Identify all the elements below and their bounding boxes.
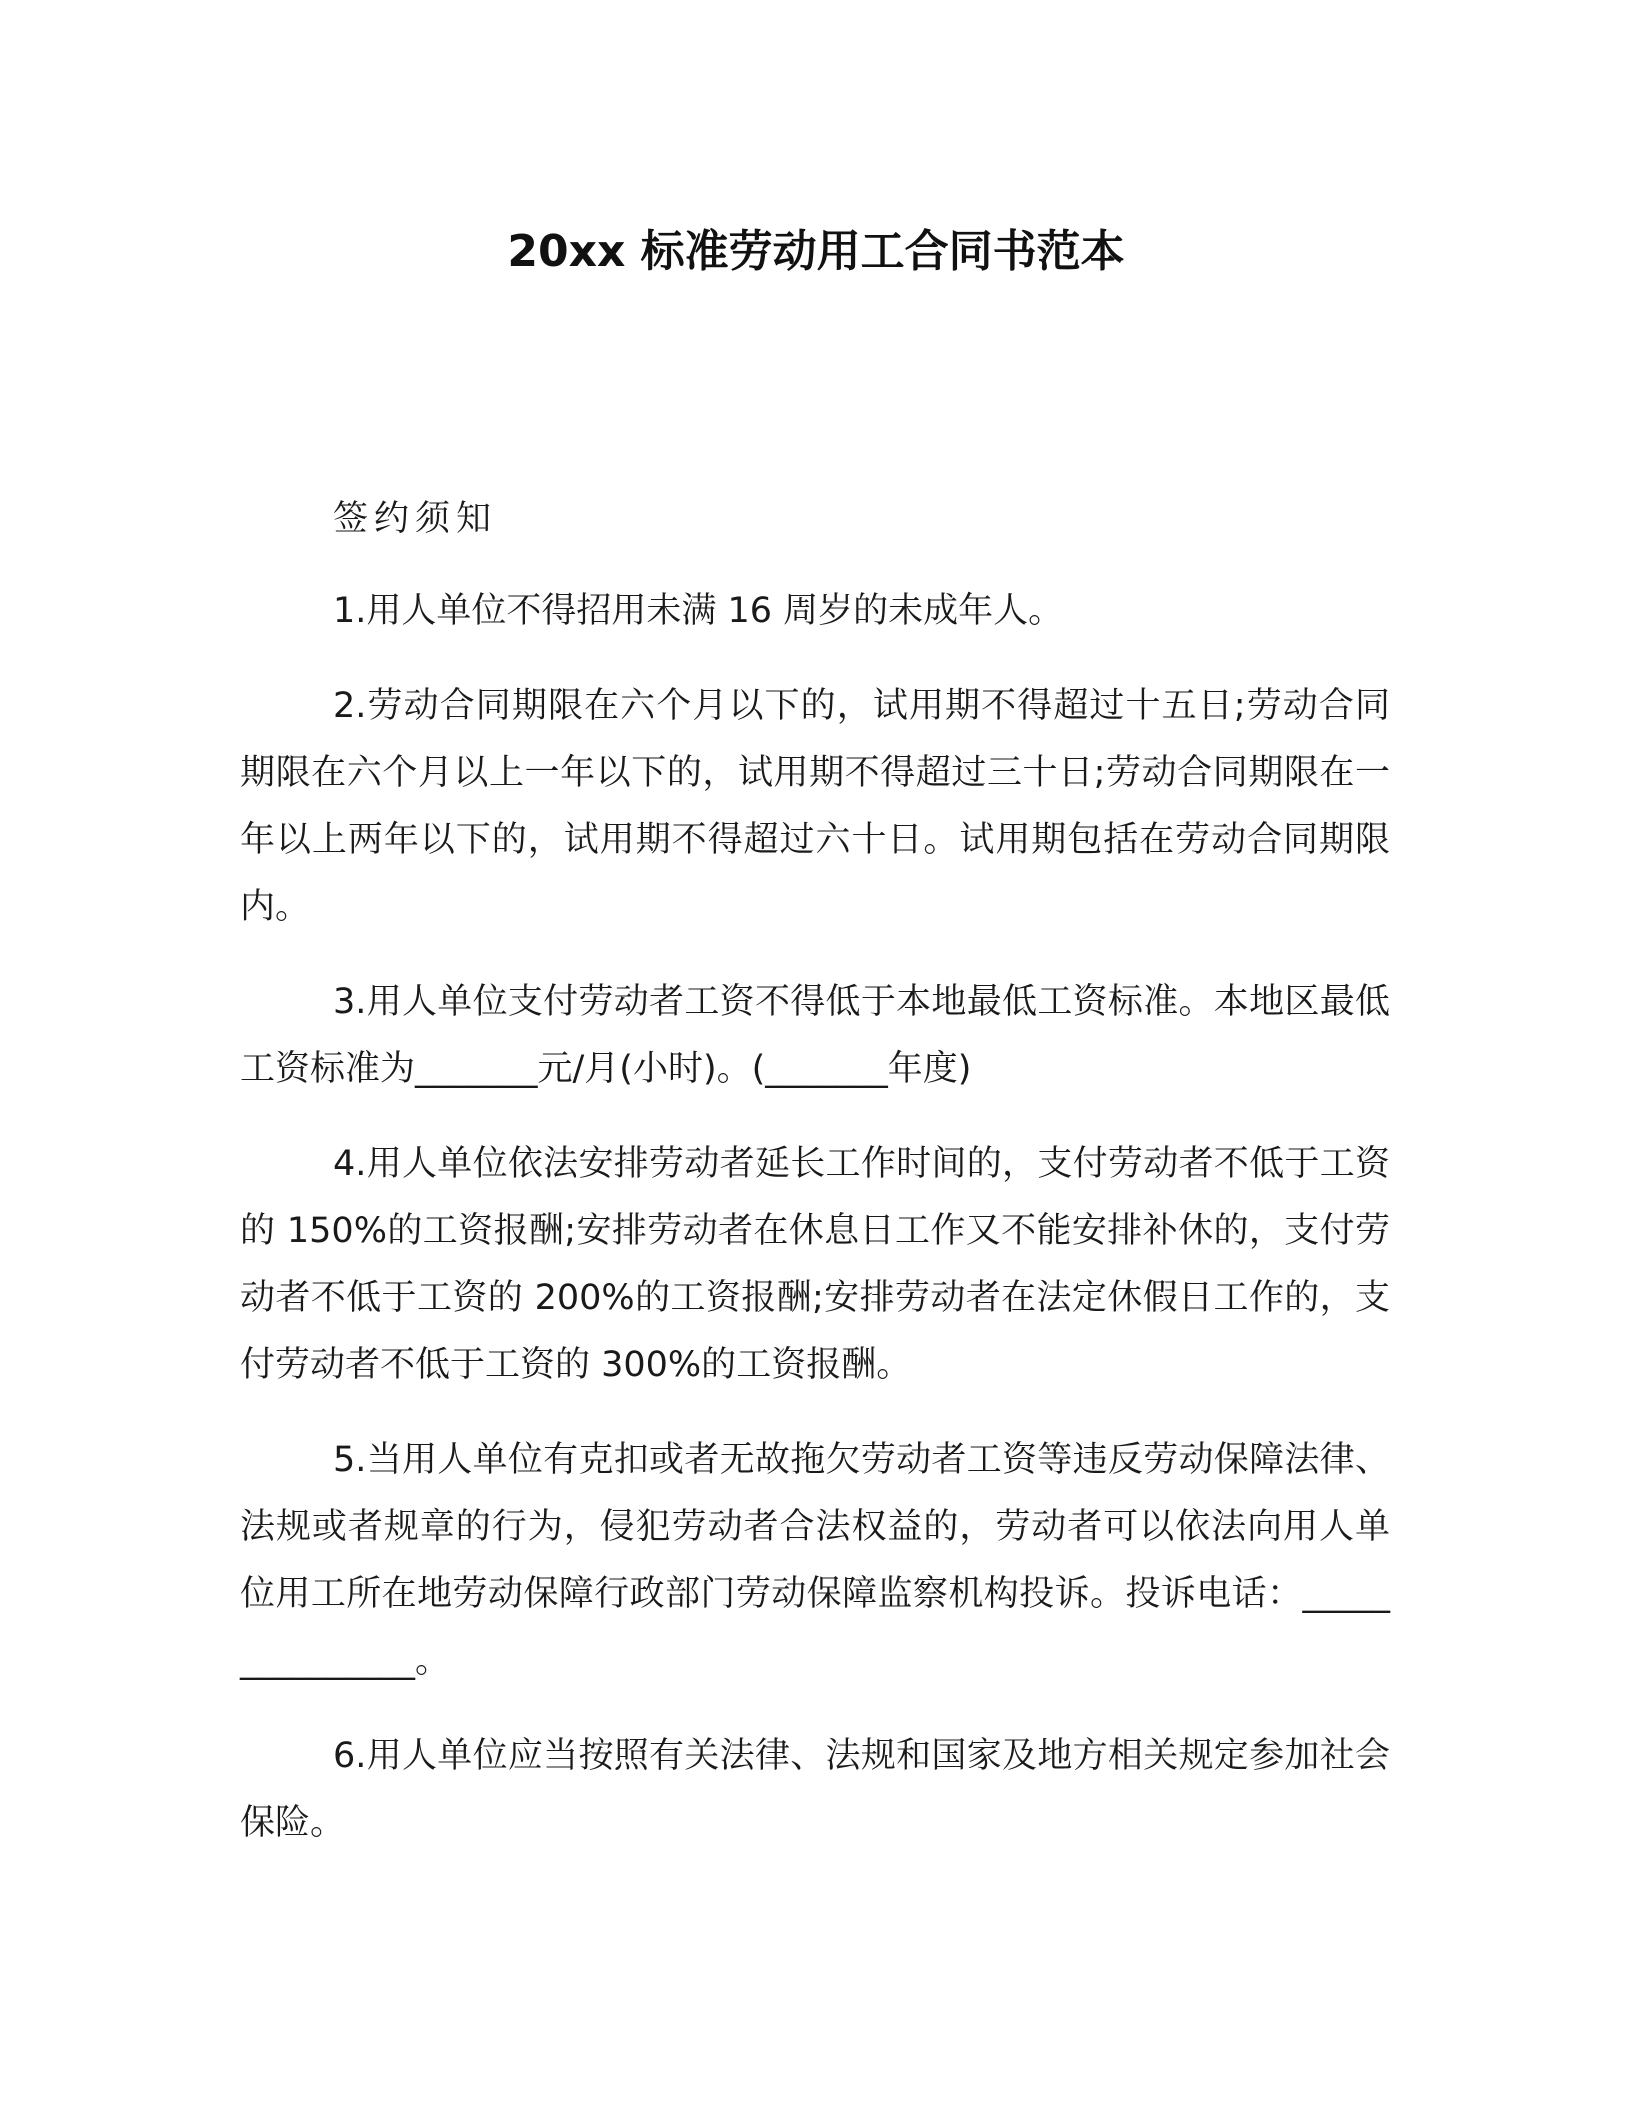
- clause-3: 3.用人单位支付劳动者工资不得低于本地最低工资标准。本地区最低工资标准为_______元/月(小时)。(_______年度): [240, 982, 1390, 1089]
- document-title: 20xx 标准劳动用工合同书范本: [507, 226, 1125, 277]
- document-body: [240, 490, 1390, 1885]
- clause-4: 4.用人单位依法安排劳动者延长工作时间的，支付劳动者不低于工资的 150%的工资报酬;安排劳动者在休息日工作又不能安排补休的，支付劳动者不低于工资的 200%的工资报酬;安排劳动者在法定休假日工作的，支付劳动者不低于工资的 300%的工资报酬。: [240, 1144, 1390, 1385]
- section-heading: 签约须知: [333, 499, 498, 539]
- clause-1: 1.用人单位不得招用未满 16 周岁的未成年人。: [333, 591, 1064, 631]
- clause-6: 6.用人单位应当按照有关法律、法规和国家及地方相关规定参加社会保险。: [240, 1736, 1390, 1843]
- clause-5: 5.当用人单位有克扣或者无故拖欠劳动者工资等违反劳动保障法律、法规或者规章的行为，侵犯劳动者合法权益的，劳动者可以依法向用人单位用工所在地劳动保障行政部门劳动保障监察机构投诉。投诉电话：_______________。: [240, 1440, 1390, 1681]
- clause-2: 2.劳动合同期限在六个月以下的，试用期不得超过十五日;劳动合同期限在六个月以上一年以下的，试用期不得超过三十日;劳动合同期限在一年以上两年以下的，试用期不得超过六十日。试用期包括在劳动合同期限内。: [240, 686, 1390, 927]
